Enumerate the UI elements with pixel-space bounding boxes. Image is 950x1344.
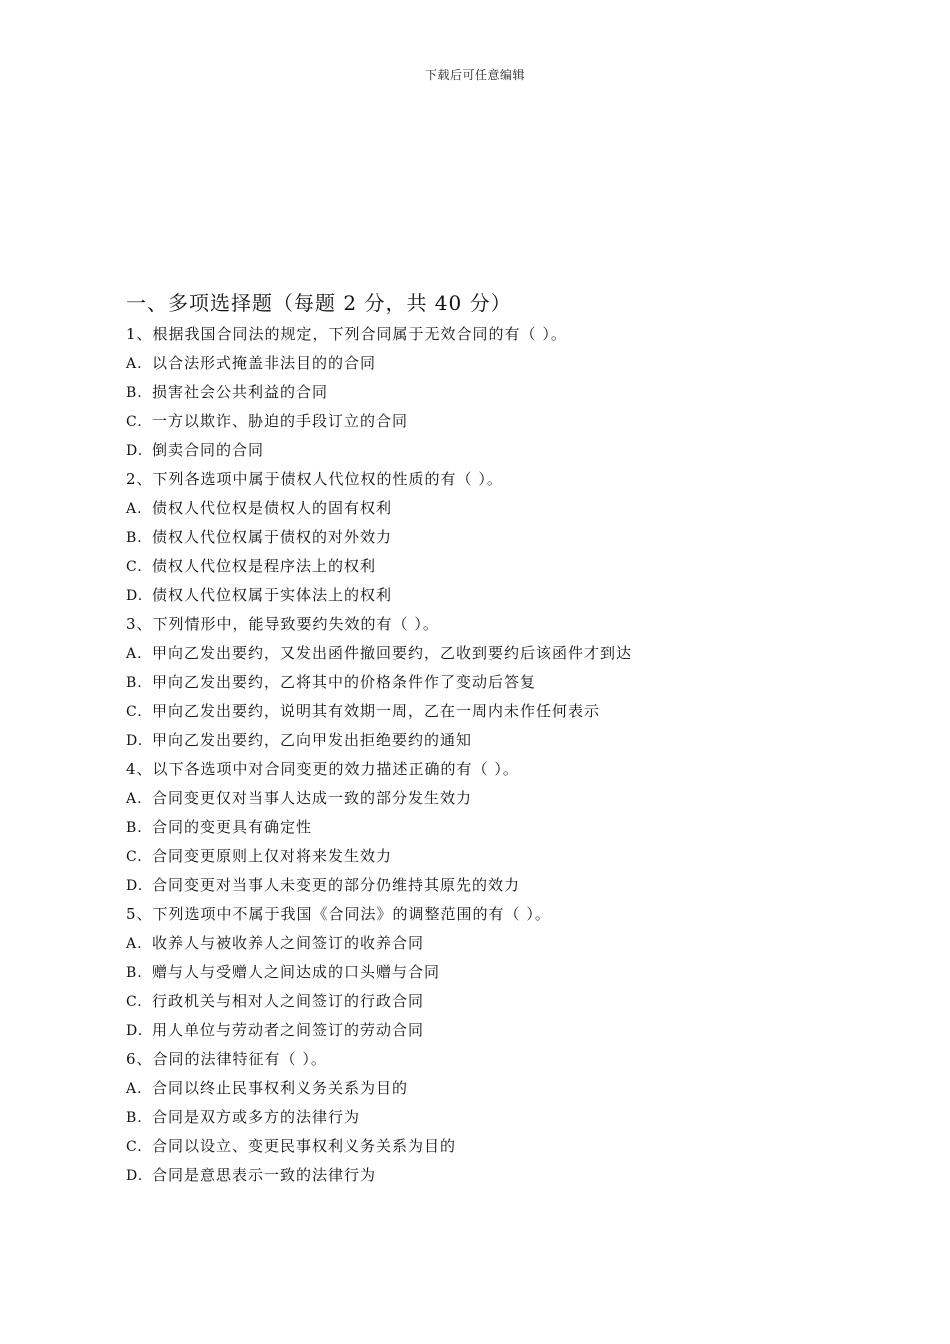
- question-2: [126, 465, 846, 610]
- option-item: [126, 726, 846, 755]
- option-item: [126, 349, 846, 378]
- option-letter: C.: [126, 704, 143, 720]
- question-list: [126, 320, 846, 1190]
- option-item: [126, 842, 846, 871]
- option-letter: B.: [126, 530, 143, 546]
- option-letter: A.: [126, 1081, 143, 1097]
- option-text: 合同以设立、变更民事权利义务关系为目的: [152, 1137, 457, 1155]
- option-item: [126, 697, 846, 726]
- option-text: 甲向乙发出要约，说明其有效期一周，乙在一周内未作任何表示: [152, 702, 601, 720]
- option-letter: D.: [126, 1168, 144, 1184]
- option-item: [126, 1074, 846, 1103]
- option-letter: C.: [126, 1139, 143, 1155]
- option-letter: D.: [126, 878, 144, 894]
- option-text: 合同是双方或多方的法律行为: [152, 1108, 361, 1126]
- option-text: 收养人与被收养人之间签订的收养合同: [152, 934, 425, 952]
- option-text: 合同的变更具有确定性: [152, 818, 313, 836]
- question-stem: 1、根据我国合同法的规定，下列合同属于无效合同的有（ ）。: [126, 325, 567, 343]
- option-letter: C.: [126, 414, 143, 430]
- option-letter: D.: [126, 1023, 144, 1039]
- option-item: [126, 552, 846, 581]
- option-text: 行政机关与相对人之间签订的行政合同: [152, 992, 425, 1010]
- option-letter: C.: [126, 994, 143, 1010]
- question-stem: 5、下列选项中不属于我国《合同法》的调整范围的有（ ）。: [126, 905, 551, 923]
- option-text: 甲向乙发出要约，乙将其中的价格条件作了变动后答复: [152, 673, 537, 691]
- document-body: [126, 288, 846, 1190]
- option-item: [126, 929, 846, 958]
- option-text: 合同以终止民事权利义务关系为目的: [152, 1079, 409, 1097]
- page-header: 下载后可任意编辑: [424, 68, 525, 82]
- question-1: [126, 320, 846, 465]
- option-letter: C.: [126, 849, 143, 865]
- option-item: [126, 813, 846, 842]
- option-item: [126, 784, 846, 813]
- question-6: [126, 1045, 846, 1190]
- option-letter: D.: [126, 733, 144, 749]
- option-letter: D.: [126, 443, 144, 459]
- option-item: [126, 1132, 846, 1161]
- option-text: 一方以欺诈、胁迫的手段订立的合同: [152, 412, 409, 430]
- option-letter: B.: [126, 1110, 143, 1126]
- question-stem: 6、合同的法律特征有（ ）。: [126, 1050, 327, 1068]
- option-item: [126, 581, 846, 610]
- option-text: 债权人代位权是债权人的固有权利: [152, 499, 393, 517]
- question-stem: 3、下列情形中，能导致要约失效的有（ ）。: [126, 615, 439, 633]
- option-letter: A.: [126, 501, 143, 517]
- option-text: 合同是意思表示一致的法律行为: [152, 1166, 377, 1184]
- option-item: [126, 668, 846, 697]
- option-text: 债权人代位权属于实体法上的权利: [152, 586, 393, 604]
- option-item: [126, 1161, 846, 1190]
- option-text: 甲向乙发出要约，又发出函件撤回要约，乙收到要约后该函件才到达: [152, 644, 633, 662]
- option-item: [126, 436, 846, 465]
- option-letter: A.: [126, 791, 143, 807]
- option-text: 倒卖合同的合同: [152, 441, 265, 459]
- option-text: 用人单位与劳动者之间签订的劳动合同: [152, 1021, 425, 1039]
- option-letter: B.: [126, 385, 143, 401]
- option-item: [126, 378, 846, 407]
- option-text: 赠与人与受赠人之间达成的口头赠与合同: [152, 963, 441, 981]
- option-item: [126, 1103, 846, 1132]
- option-letter: B.: [126, 820, 143, 836]
- question-3: [126, 610, 846, 755]
- option-text: 损害社会公共利益的合同: [152, 383, 329, 401]
- option-letter: B.: [126, 965, 143, 981]
- question-stem: 4、以下各选项中对合同变更的效力描述正确的有（ ）。: [126, 760, 519, 778]
- option-item: [126, 1016, 846, 1045]
- option-letter: A.: [126, 646, 143, 662]
- option-text: 合同变更原则上仅对将来发生效力: [152, 847, 393, 865]
- option-item: [126, 958, 846, 987]
- option-text: 合同变更仅对当事人达成一致的部分发生效力: [152, 789, 473, 807]
- option-letter: A.: [126, 356, 143, 372]
- option-letter: D.: [126, 588, 144, 604]
- option-letter: B.: [126, 675, 143, 691]
- option-text: 债权人代位权是程序法上的权利: [152, 557, 377, 575]
- option-text: 甲向乙发出要约，乙向甲发出拒绝要约的通知: [152, 731, 473, 749]
- option-item: [126, 871, 846, 900]
- option-item: [126, 494, 846, 523]
- option-letter: C.: [126, 559, 143, 575]
- question-stem: 2、下列各选项中属于债权人代位权的性质的有（ ）。: [126, 470, 503, 488]
- option-item: [126, 407, 846, 436]
- question-5: [126, 900, 846, 1045]
- question-4: [126, 755, 846, 900]
- section-title: 一、多项选择题（每题 2 分，共 40 分）: [126, 291, 512, 315]
- option-text: 合同变更对当事人未变更的部分仍维持其原先的效力: [152, 876, 521, 894]
- option-item: [126, 987, 846, 1016]
- option-text: 债权人代位权属于债权的对外效力: [152, 528, 393, 546]
- option-text: 以合法形式掩盖非法目的的合同: [152, 354, 377, 372]
- option-item: [126, 523, 846, 552]
- option-letter: A.: [126, 936, 143, 952]
- option-item: [126, 639, 846, 668]
